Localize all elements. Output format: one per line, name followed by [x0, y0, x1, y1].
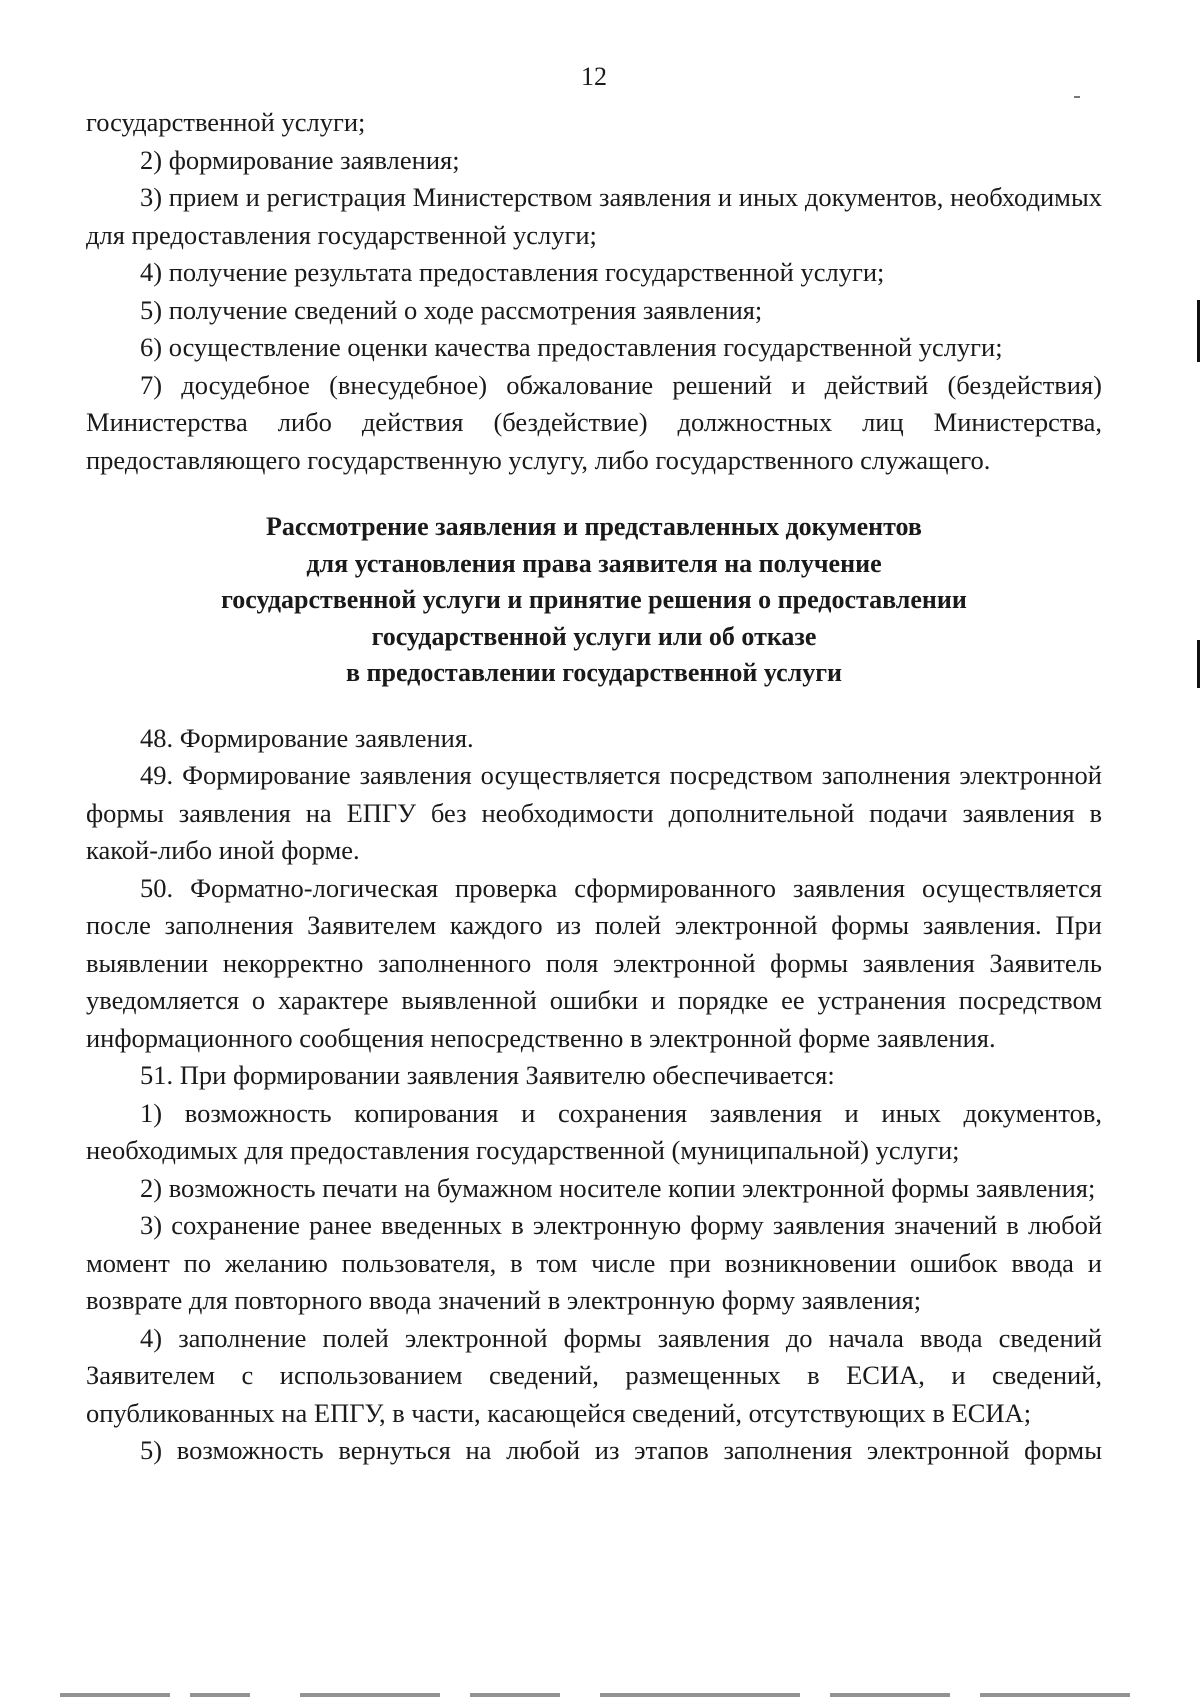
paragraph: 50. Форматно-логическая проверка сформированного заявления осуществляется после заполнения Заявителем каждого из полей электронной формы заявления. При выявлении некорректно заполненного поля электронной формы заявления Заявитель уведомляется о характере выявленной ошибки и порядке ее устранения посредством информационного сообщения непосредственно в электронной форме заявления.: [86, 872, 1102, 1053]
heading-line: для установления права заявителя на получение: [306, 548, 882, 578]
paragraph: 48. Формирование заявления.: [140, 722, 474, 753]
heading-line: в предоставлении государственной услуги: [345, 658, 842, 687]
heading-line: государственной услуги или об отказе: [371, 621, 817, 651]
paragraph: государственной услуги;: [86, 107, 366, 137]
paragraph: 49. Формирование заявления осуществляется посредством заполнения электронной формы заявления на ЕПГУ без необходимости дополнительной подачи заявления в какой-либо иной форме.: [86, 760, 1102, 865]
list-item: 4) заполнение полей электронной формы заявления до начала ввода сведений Заявителем с использованием сведений, размещенных в ЕСИА, и сведений, опубликованных на ЕПГУ, в части, касающейся сведений, отсутствующих в ЕСИА;: [86, 1322, 1102, 1428]
list-item: 7) досудебное (внесудебное) обжалование решений и действий (бездействия) Министерства либо действия (бездействие) должностных лиц Министерства, предоставляющего государственную услугу, либо государственного служащего.: [86, 369, 1102, 475]
list-item: 4) получение результата предоставления государственной услуги;: [140, 257, 885, 287]
section-heading: [86, 509, 1102, 692]
list-top: [86, 104, 1102, 479]
list-item: 3) сохранение ранее введенных в электронную форму заявления значений в любой момент по желанию пользователя, в том числе при возникновении ошибок ввода и возврате для повторного ввода значений в электронную форму заявления;: [86, 1210, 1102, 1315]
list-item: 2) возможность печати на бумажном носителе копии электронной формы заявления;: [140, 1172, 1096, 1203]
scan-bottom-edge: [0, 1687, 1200, 1697]
heading-line: Рассмотрение заявления и представленных документов: [266, 512, 922, 541]
page-number: 12: [581, 62, 607, 91]
scan-artifact: [1074, 96, 1080, 98]
list-item: 1) возможность копирования и сохранения заявления и иных документов, необходимых для предоставления государственной (муниципальной) услуги;: [86, 1097, 1102, 1165]
list-item: 5) возможность вернуться на любой из этапов заполнения электронной формы: [140, 1435, 1102, 1465]
list-item: 3) прием и регистрация Министерством заявления и иных документов, необходимых для предоставления государственной услуги;: [86, 182, 1102, 250]
list-bottom: [86, 720, 1102, 1470]
document-body: [86, 104, 1102, 1470]
paragraph: 51. При формировании заявления Заявителю обеспечивается:: [140, 1060, 835, 1090]
heading-line: государственной услуги и принятие решения о предоставлении: [221, 585, 967, 614]
list-item: 5) получение сведений о ходе рассмотрения заявления;: [140, 294, 763, 325]
list-item: 2) формирование заявления;: [140, 144, 460, 175]
list-item: 6) осуществление оценки качества предоставления государственной услуги;: [140, 332, 1003, 362]
